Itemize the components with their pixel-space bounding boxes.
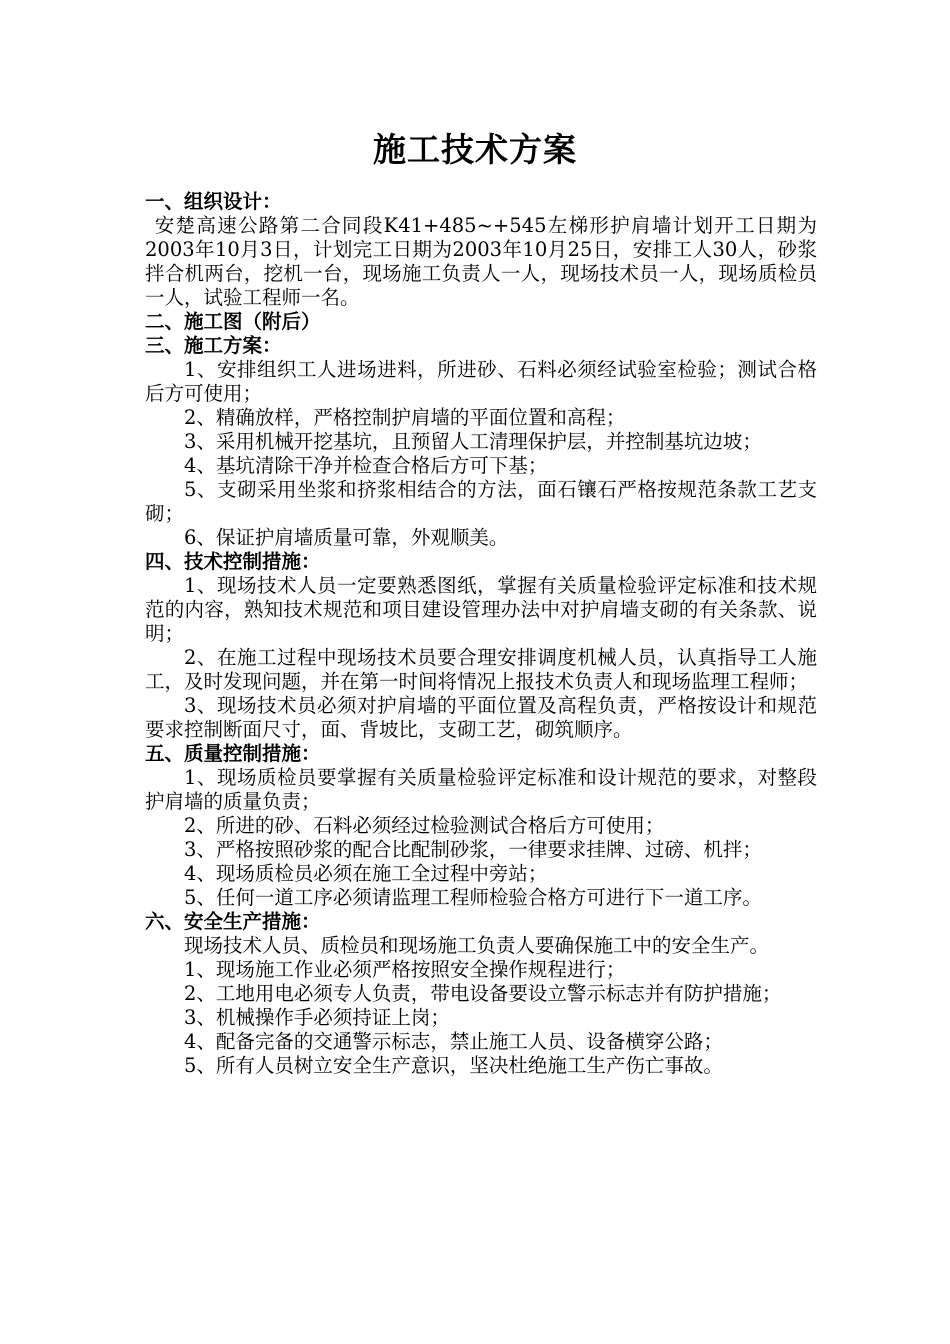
section-heading: 三、施工方案： — [145, 334, 282, 357]
section-quality-control — [145, 742, 817, 910]
list-item: 2、所进的砂、石料必须经过检验测试合格后方可使用； — [184, 814, 665, 837]
list-item: 1、现场技术人员一定要熟悉图纸，掌握有关质量检验评定标准和技术规范的内容，熟知技术规范和项目建设管理办法中对护肩墙支砌的有关条款、说明； — [145, 574, 817, 645]
section-organization — [145, 190, 817, 310]
section-heading: 一、组织设计： — [145, 190, 282, 213]
list-item: 4、配备完备的交通警示标志，禁止施工人员、设备横穿公路； — [184, 1030, 723, 1053]
document-body — [145, 190, 817, 1078]
section-heading: 二、施工图（附后） — [145, 310, 321, 333]
section-technical-control — [145, 550, 817, 742]
list-item: 5、支砌采用坐浆和挤浆相结合的方法，面石镶石严格按规范条款工艺支砌； — [145, 478, 817, 525]
list-item: 5、任何一道工序必须请监理工程师检验合格方可进行下一道工序。 — [184, 886, 762, 909]
list-item: 3、现场技术员必须对护肩墙的平面位置及高程负责，严格按设计和规范要求控制断面尺寸，面、背坡比，支砌工艺，砌筑顺序。 — [145, 694, 817, 741]
list-item: 1、现场施工作业必须严格按照安全操作规程进行； — [184, 958, 626, 981]
section-heading: 五、质量控制措施： — [145, 742, 321, 765]
document-title: 施工技术方案 — [373, 130, 577, 169]
list-item: 2、在施工过程中现场技术员要合理安排调度机械人员，认真指导工人施工，及时发现问题，并在第一时间将情况上报技术负责人和现场监理工程师； — [145, 646, 817, 693]
list-item: 5、所有人员树立安全生产意识，坚决杜绝施工生产伤亡事故。 — [184, 1054, 723, 1077]
list-item: 3、机械操作手必须持证上岗； — [184, 1006, 450, 1029]
list-item: 6、保证护肩墙质量可靠，外观顺美。 — [184, 526, 509, 549]
section-safety-measures — [145, 910, 817, 1078]
list-item: 2、精确放样，严格控制护肩墙的平面位置和高程； — [184, 406, 626, 429]
list-item: 3、严格按照砂浆的配合比配制砂浆，一律要求挂牌、过磅、机拌； — [184, 838, 762, 861]
section-heading: 六、安全生产措施： — [145, 910, 321, 933]
paragraph: 现场技术人员、质检员和现场施工负责人要确保施工中的安全生产。 — [184, 934, 770, 957]
list-item: 2、工地用电必须专人负责，带电设备要设立警示标志并有防护措施； — [184, 982, 782, 1005]
section-construction-plan — [145, 334, 817, 550]
paragraph: 安楚高速公路第二合同段K41+485~+545左梯形护肩墙计划开工日期为2003年10月3日，计划完工日期为2003年10月25日，安排工人30人，砂浆拌合机两台，挖机一台，现场施工负责人一人，现场技术员一人，现场质检员一人，试验工程师一名。 — [145, 214, 817, 309]
list-item: 1、现场质检员要掌握有关质量检验评定标准和设计规范的要求，对整段护肩墙的质量负责； — [145, 766, 817, 813]
list-item: 4、现场质检员必须在施工全过程中旁站； — [184, 862, 548, 885]
list-item: 1、安排组织工人进场进料，所进砂、石料必须经试验室检验；测试合格后方可使用； — [145, 358, 817, 405]
list-item: 3、采用机械开挖基坑，且预留人工清理保护层，并控制基坑边坡； — [184, 430, 762, 453]
section-drawings — [145, 310, 817, 334]
list-item: 4、基坑清除干净并检查合格后方可下基； — [184, 454, 548, 477]
section-heading: 四、技术控制措施： — [145, 550, 321, 573]
